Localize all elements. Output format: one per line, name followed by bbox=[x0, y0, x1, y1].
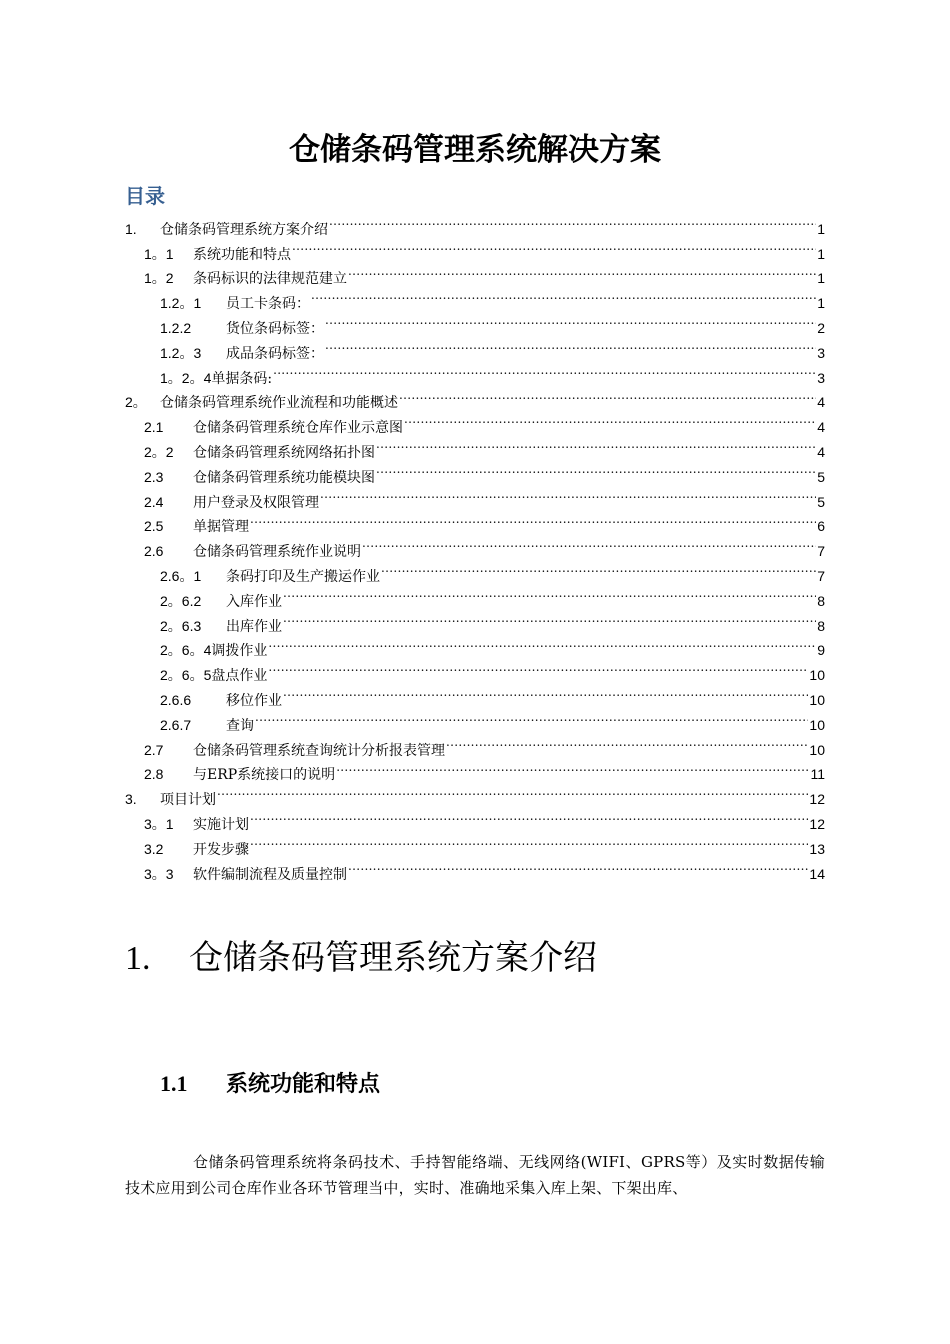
toc-entry-page: 4 bbox=[817, 394, 825, 411]
toc-entry-title: 出库作业 bbox=[226, 618, 282, 635]
toc-entry-title: 条码标识的法律规范建立 bbox=[193, 271, 347, 288]
toc-entry-page: 14 bbox=[809, 865, 825, 882]
toc-entry-title: 仓储条码管理系统方案介绍 bbox=[160, 221, 328, 238]
toc-entry-number: 1。1 bbox=[144, 245, 174, 262]
toc-entry-page: 10 bbox=[809, 667, 825, 684]
toc-entry-title: 货位条码标签： bbox=[226, 320, 324, 337]
toc-entry-title: 成品条码标签： bbox=[226, 345, 324, 362]
toc-entry-number: 2。6.2 bbox=[160, 592, 202, 609]
toc-entry-title: 仓储条码管理系统作业说明 bbox=[193, 544, 361, 561]
toc-entry-number: 2。6。4 bbox=[160, 642, 212, 659]
toc-entry-title: 盘点作业 bbox=[211, 668, 268, 685]
toc-dot-leader bbox=[376, 457, 816, 482]
toc-dot-leader bbox=[273, 358, 816, 383]
toc-entry-page: 11 bbox=[810, 766, 825, 783]
toc-dot-leader bbox=[250, 507, 816, 532]
section-heading-1-1 bbox=[160, 1064, 380, 1104]
toc-heading: 目录 bbox=[125, 184, 165, 208]
toc-entry-number: 2.3 bbox=[144, 468, 164, 485]
toc-dot-leader bbox=[325, 308, 816, 333]
toc-entry[interactable] bbox=[125, 209, 825, 238]
toc-dot-leader bbox=[404, 407, 816, 432]
toc-entry-number: 1. bbox=[125, 220, 137, 237]
toc-entry-page: 12 bbox=[809, 815, 825, 832]
toc-entry[interactable] bbox=[125, 804, 825, 833]
toc-dot-leader bbox=[250, 829, 808, 854]
toc-dot-leader bbox=[311, 283, 816, 308]
toc-entry-number: 2。6。5 bbox=[160, 667, 212, 684]
toc-entry-title: 用户登录及权限管理 bbox=[193, 494, 319, 511]
toc-dot-leader bbox=[268, 631, 816, 656]
toc-entry[interactable] bbox=[125, 779, 825, 809]
toc-entry-title: 项目计划 bbox=[160, 792, 216, 809]
toc-entry-title: 员工卡条码： bbox=[226, 296, 310, 313]
toc-entry-page: 1 bbox=[817, 295, 825, 312]
section-heading-1 bbox=[125, 933, 597, 984]
toc-entry-number: 3.2 bbox=[144, 840, 164, 857]
toc-entry-title: 入库作业 bbox=[226, 593, 282, 610]
toc-entry-page: 12 bbox=[809, 791, 825, 808]
toc-dot-leader bbox=[329, 209, 816, 234]
toc-entry-page: 10 bbox=[809, 716, 825, 733]
body-paragraph: 仓储条码管理系统将条码技术、手持智能络端、无线网络(WIFI、GPRS等）及实时数据传输技术应用到公司仓库作业各环节管理当中，实时、准确地采集入库上架、下架出库、 bbox=[125, 1153, 825, 1197]
toc-entry-page: 7 bbox=[817, 543, 825, 560]
toc-entry-title: 仓储条码管理系统仓库作业示意图 bbox=[193, 420, 403, 437]
toc-entry-title: 与ERP系统接口的说明 bbox=[193, 767, 336, 784]
toc-dot-leader bbox=[325, 333, 816, 358]
toc-entry-number: 2。 bbox=[125, 394, 147, 411]
toc-entry-page: 1 bbox=[817, 220, 825, 237]
toc-dot-leader bbox=[336, 755, 809, 780]
toc-entry-number: 2。2 bbox=[144, 443, 174, 460]
toc-entry-title: 开发步骤 bbox=[193, 841, 249, 858]
toc-entry-title: 仓储条码管理系统功能模块图 bbox=[193, 469, 375, 486]
toc-dot-leader bbox=[348, 854, 808, 879]
toc-dot-leader bbox=[446, 730, 808, 755]
toc-entry-page: 1 bbox=[817, 245, 825, 262]
toc-entry-page: 4 bbox=[817, 443, 825, 460]
toc-entry-number: 3. bbox=[125, 791, 137, 808]
toc-dot-leader bbox=[376, 432, 816, 457]
toc-entry-page: 7 bbox=[817, 567, 825, 584]
table-of-contents bbox=[125, 209, 825, 883]
toc-entry-title: 实施计划 bbox=[193, 816, 249, 833]
toc-dot-leader bbox=[255, 705, 808, 730]
toc-entry-number: 1.2.2 bbox=[160, 319, 192, 336]
toc-entry-page: 8 bbox=[817, 617, 825, 634]
toc-entry-title: 软件编制流程及质量控制 bbox=[193, 866, 347, 883]
toc-entry-title: 单据条码: bbox=[211, 370, 273, 387]
toc-dot-leader bbox=[292, 234, 816, 259]
toc-entry-number: 3。1 bbox=[144, 815, 174, 832]
toc-dot-leader bbox=[283, 581, 816, 606]
toc-entry-page: 8 bbox=[817, 592, 825, 609]
toc-entry-title: 查询 bbox=[226, 717, 254, 734]
toc-dot-leader bbox=[362, 531, 816, 556]
toc-entry-title: 系统功能和特点 bbox=[193, 246, 291, 263]
toc-entry-title: 调拨作业 bbox=[211, 643, 268, 660]
toc-entry-number: 2.6.6 bbox=[160, 691, 192, 708]
toc-entry-page: 6 bbox=[817, 518, 825, 535]
toc-dot-leader bbox=[283, 606, 816, 631]
toc-entry-number: 2。6.3 bbox=[160, 617, 202, 634]
toc-entry-page: 5 bbox=[817, 468, 825, 485]
subsection-number: 1.1 bbox=[160, 1071, 188, 1096]
toc-dot-leader bbox=[250, 804, 808, 829]
toc-entry-number: 2.8 bbox=[144, 766, 164, 783]
toc-dot-leader bbox=[399, 383, 816, 408]
toc-entry-page: 13 bbox=[809, 840, 825, 857]
toc-dot-leader bbox=[348, 259, 816, 284]
toc-entry-title: 仓储条码管理系统网络拓扑图 bbox=[193, 444, 375, 461]
subsection-title: 系统功能和特点 bbox=[226, 1071, 381, 1097]
toc-entry-number: 2.6.7 bbox=[160, 716, 192, 733]
toc-entry-number: 2.7 bbox=[144, 741, 164, 758]
toc-entry-number: 2.4 bbox=[144, 493, 164, 510]
toc-entry-number: 1。2 bbox=[144, 270, 174, 287]
toc-entry-title: 单据管理 bbox=[193, 519, 249, 536]
toc-dot-leader bbox=[283, 680, 808, 705]
toc-dot-leader bbox=[268, 655, 808, 680]
toc-entry-title: 仓储条码管理系统作业流程和功能概述 bbox=[160, 395, 398, 412]
toc-entry-number: 2.5 bbox=[144, 518, 164, 535]
toc-entry-page: 4 bbox=[817, 419, 825, 436]
toc-entry-page: 1 bbox=[817, 270, 825, 287]
document-title: 仓储条码管理系统解决方案 bbox=[289, 132, 661, 168]
toc-entry-page: 3 bbox=[817, 344, 825, 361]
toc-entry-page: 5 bbox=[817, 493, 825, 510]
toc-entry-title: 移位作业 bbox=[226, 692, 282, 709]
toc-entry-title: 条码打印及生产搬运作业 bbox=[226, 568, 380, 585]
toc-entry-number: 1.2。3 bbox=[160, 344, 202, 361]
section-number: 1. bbox=[125, 940, 151, 977]
toc-entry-number: 3。3 bbox=[144, 865, 174, 882]
toc-entry-number: 1。2。4 bbox=[160, 369, 212, 386]
toc-entry-page: 3 bbox=[817, 369, 825, 386]
toc-entry-number: 1.2。1 bbox=[160, 295, 202, 312]
toc-entry-page: 10 bbox=[809, 741, 825, 758]
toc-dot-leader bbox=[320, 482, 816, 507]
toc-dot-leader bbox=[381, 556, 816, 581]
toc-entry-page: 10 bbox=[809, 691, 825, 708]
toc-entry-title: 仓储条码管理系统查询统计分析报表管理 bbox=[193, 742, 445, 759]
toc-dot-leader bbox=[217, 779, 808, 804]
toc-entry-page: 9 bbox=[817, 642, 825, 659]
toc-entry-number: 2.6。1 bbox=[160, 567, 202, 584]
toc-entry-number: 2.6 bbox=[144, 543, 164, 560]
toc-entry-number: 2.1 bbox=[144, 419, 164, 436]
section-title: 仓储条码管理系统方案介绍 bbox=[189, 938, 597, 978]
toc-entry-page: 2 bbox=[817, 319, 825, 336]
